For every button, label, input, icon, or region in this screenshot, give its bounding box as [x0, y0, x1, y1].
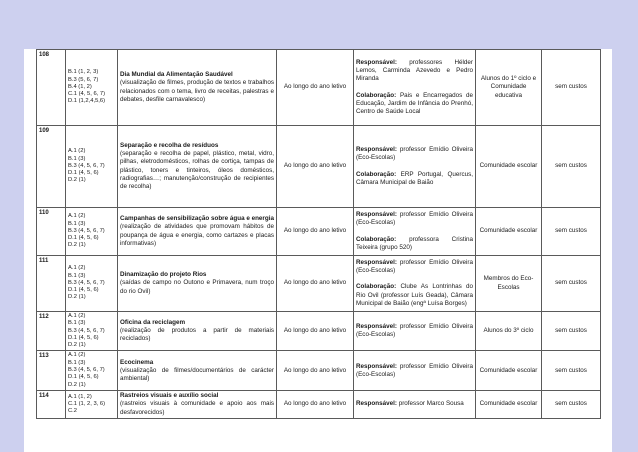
- calendar-cell: Ao longo do ano letivo: [277, 390, 354, 418]
- cost-cell: sem custos: [542, 126, 601, 208]
- objective-code: D.1 (1,2,4,5,6): [68, 98, 106, 105]
- objective-code: C.2: [68, 408, 78, 415]
- objective-code: B.3 (4, 5, 6, 7): [68, 327, 105, 334]
- responsible-cell: Responsável: professor Emídio Oliveira (Eco-Escolas) Colaboração: Clube As Lontrinhas do Rio Ovil (professor Luís Geada), Câmara Municipal de Baião (engª Luísa Borges): [354, 256, 476, 312]
- activity-description: (saídas de campo no Outono e Primavera, num troço do rio Ovil): [120, 279, 274, 295]
- objective-code: B.4 (1, 2): [68, 83, 92, 90]
- target-audience-cell: Membros do Eco-Escolas: [476, 256, 542, 312]
- cost-cell: sem custos: [542, 390, 601, 418]
- objective-code: B.3 (4, 5, 6, 7): [68, 367, 105, 374]
- responsible-cell: Responsável: professores Hélder Lemos, Carminda Azevedo e Pedro Miranda Colaboração: Pais e Encarregados de Educação, Jardim de Infância do Prenhó, Centro de Saúde Local: [354, 50, 476, 126]
- target-audience-cell: Alunos do 3º ciclo: [476, 312, 542, 351]
- activity-cell: [118, 126, 277, 208]
- target-audience-cell: Comunidade escolar: [476, 351, 542, 390]
- responsible-cell: Responsável: professor Emídio Oliveira (Eco-Escolas): [354, 351, 476, 390]
- objective-code: B.1 (3): [68, 320, 86, 327]
- cost-cell: sem custos: [542, 256, 601, 312]
- activity-number: 111: [37, 256, 66, 312]
- objective-code: D.2 (1): [68, 294, 86, 301]
- activity-cell: [118, 208, 277, 256]
- objective-code: A.1 (2): [68, 313, 86, 319]
- calendar-cell: Ao longo do ano letivo: [277, 312, 354, 351]
- objective-code: A.1 (2): [68, 213, 86, 220]
- objective-code: D.1 (4, 5, 6): [68, 235, 99, 242]
- activity-cell: [118, 312, 277, 351]
- objective-code: B.1 (3): [68, 155, 86, 162]
- objectives-cell: [66, 312, 118, 351]
- activity-number: 113: [37, 351, 66, 390]
- table-row: [37, 312, 601, 351]
- objective-code: C.1 (1, 2, 3, 6): [68, 400, 106, 407]
- calendar-cell: Ao longo do ano letivo: [277, 256, 354, 312]
- activity-number: 108: [37, 50, 66, 126]
- objective-code: B.1 (1, 2, 3): [68, 69, 99, 76]
- activity-number: 110: [37, 208, 66, 256]
- objective-code: B.3 (4, 5, 6, 7): [68, 162, 105, 169]
- activity-description: (separação e recolha de papel, plástico, metal, vidro, pilhas, eletrodomésticos, rolhas de cortiça, tampas de plástico, toners e tinteiros, óleos domésticos, radiografias…; manutenção/construção de recipientes de recolha): [120, 150, 274, 190]
- objectives-cell: [66, 208, 118, 256]
- calendar-cell: Ao longo do ano letivo: [277, 126, 354, 208]
- cost-cell: sem custos: [542, 351, 601, 390]
- document-page: [24, 49, 612, 452]
- objective-code: C.1 (4, 5, 6, 7): [68, 91, 106, 98]
- activity-title: Campanhas de sensibilização sobre água e energia: [120, 215, 274, 223]
- objective-code: D.2 (1): [68, 381, 86, 388]
- target-audience-cell: Comunidade escolar: [476, 208, 542, 256]
- objective-code: B.3 (4, 5, 6, 7): [68, 227, 105, 234]
- objectives-cell: [66, 126, 118, 208]
- activity-cell: [118, 390, 277, 418]
- responsible-cell: Responsável: professor Marco Sousa: [354, 390, 476, 418]
- target-audience-cell: Alunos do 1º ciclo e Comunidade educativa: [476, 50, 542, 126]
- table-body: [37, 50, 601, 419]
- cost-cell: sem custos: [542, 208, 601, 256]
- objective-code: D.1 (4, 5, 6): [68, 287, 99, 294]
- activity-title: Oficina da reciclagem: [120, 319, 186, 327]
- objective-code: B.3 (4, 5, 6, 7): [68, 279, 105, 286]
- objective-code: B.3 (5, 6, 7): [68, 76, 99, 83]
- objective-code: B.1 (3): [68, 272, 86, 279]
- table-row: [37, 50, 601, 126]
- objective-code: D.2 (1): [68, 242, 86, 249]
- table-row: [37, 256, 601, 312]
- activity-title: Rastreios visuais e auxílio social: [120, 392, 219, 400]
- target-audience-cell: Comunidade escolar: [476, 390, 542, 418]
- cost-cell: sem custos: [542, 50, 601, 126]
- objective-code: A.1 (2): [68, 148, 86, 155]
- activity-description: (visualização de filmes/documentários de carácter ambiental): [120, 366, 274, 382]
- table-row: [37, 126, 601, 208]
- objectives-cell: [66, 256, 118, 312]
- activity-title: Dinamização do projeto Rios: [120, 271, 207, 279]
- objectives-cell: [66, 50, 118, 126]
- objective-code: A.1 (2): [68, 265, 86, 272]
- responsible-cell: Responsável: professor Emídio Oliveira (Eco-Escolas) Colaboração: professora Cristina Teixeira (grupo 520): [354, 208, 476, 256]
- activity-description: (visualização de filmes, produção de textos e trabalhos relacionados com o tema, livro de receitas, palestras e debates, desfile carnavalesco): [120, 79, 274, 103]
- target-audience-cell: Comunidade escolar: [476, 126, 542, 208]
- activity-title: Separação e recolha de resíduos: [120, 142, 219, 150]
- objective-code: D.2 (1): [68, 342, 86, 349]
- objectives-cell: [66, 351, 118, 390]
- activity-number: 114: [37, 390, 66, 418]
- cost-cell: sem custos: [542, 312, 601, 351]
- activity-cell: [118, 351, 277, 390]
- activity-cell: [118, 50, 277, 126]
- responsible-cell: Responsável: professor Emídio Oliveira (Eco-Escolas) Colaboração: ERP Portugal, Quercus, Câmara Municipal de Baião: [354, 126, 476, 208]
- table-row: [37, 390, 601, 418]
- objective-code: B.1 (3): [68, 220, 86, 227]
- activity-description: (rastreios visuais à comunidade e apoio aos mais desfavorecidos): [120, 400, 274, 416]
- objective-code: D.1 (4, 5, 6): [68, 334, 99, 341]
- table-row: [37, 351, 601, 390]
- objective-code: B.1 (3): [68, 359, 86, 366]
- objective-code: A.1 (2): [68, 352, 86, 359]
- objective-code: D.2 (1): [68, 177, 86, 184]
- activity-description: (realização de produtos a partir de materiais reciclados): [120, 327, 274, 343]
- calendar-cell: Ao longo do ano letivo: [277, 351, 354, 390]
- activity-title: Ecocinema: [120, 358, 154, 366]
- calendar-cell: Ao longo do ano letivo: [277, 50, 354, 126]
- objectives-cell: [66, 390, 118, 418]
- activity-cell: [118, 256, 277, 312]
- table-row: [37, 208, 601, 256]
- activity-number: 112: [37, 312, 66, 351]
- objective-code: D.1 (4, 5, 6): [68, 170, 99, 177]
- activity-plan-table: [36, 49, 601, 419]
- objective-code: A.1 (1, 2): [68, 393, 92, 400]
- activity-description: (realização de atividades que promovam hábitos de poupança de água e energia, como cartazes e placas informativas): [120, 223, 274, 247]
- responsible-cell: Responsável: professor Emídio Oliveira (Eco-Escolas): [354, 312, 476, 351]
- calendar-cell: Ao longo do ano letivo: [277, 208, 354, 256]
- activity-number: 109: [37, 126, 66, 208]
- objective-code: D.1 (4, 5, 6): [68, 374, 99, 381]
- activity-title: Dia Mundial da Alimentação Saudável: [120, 71, 233, 79]
